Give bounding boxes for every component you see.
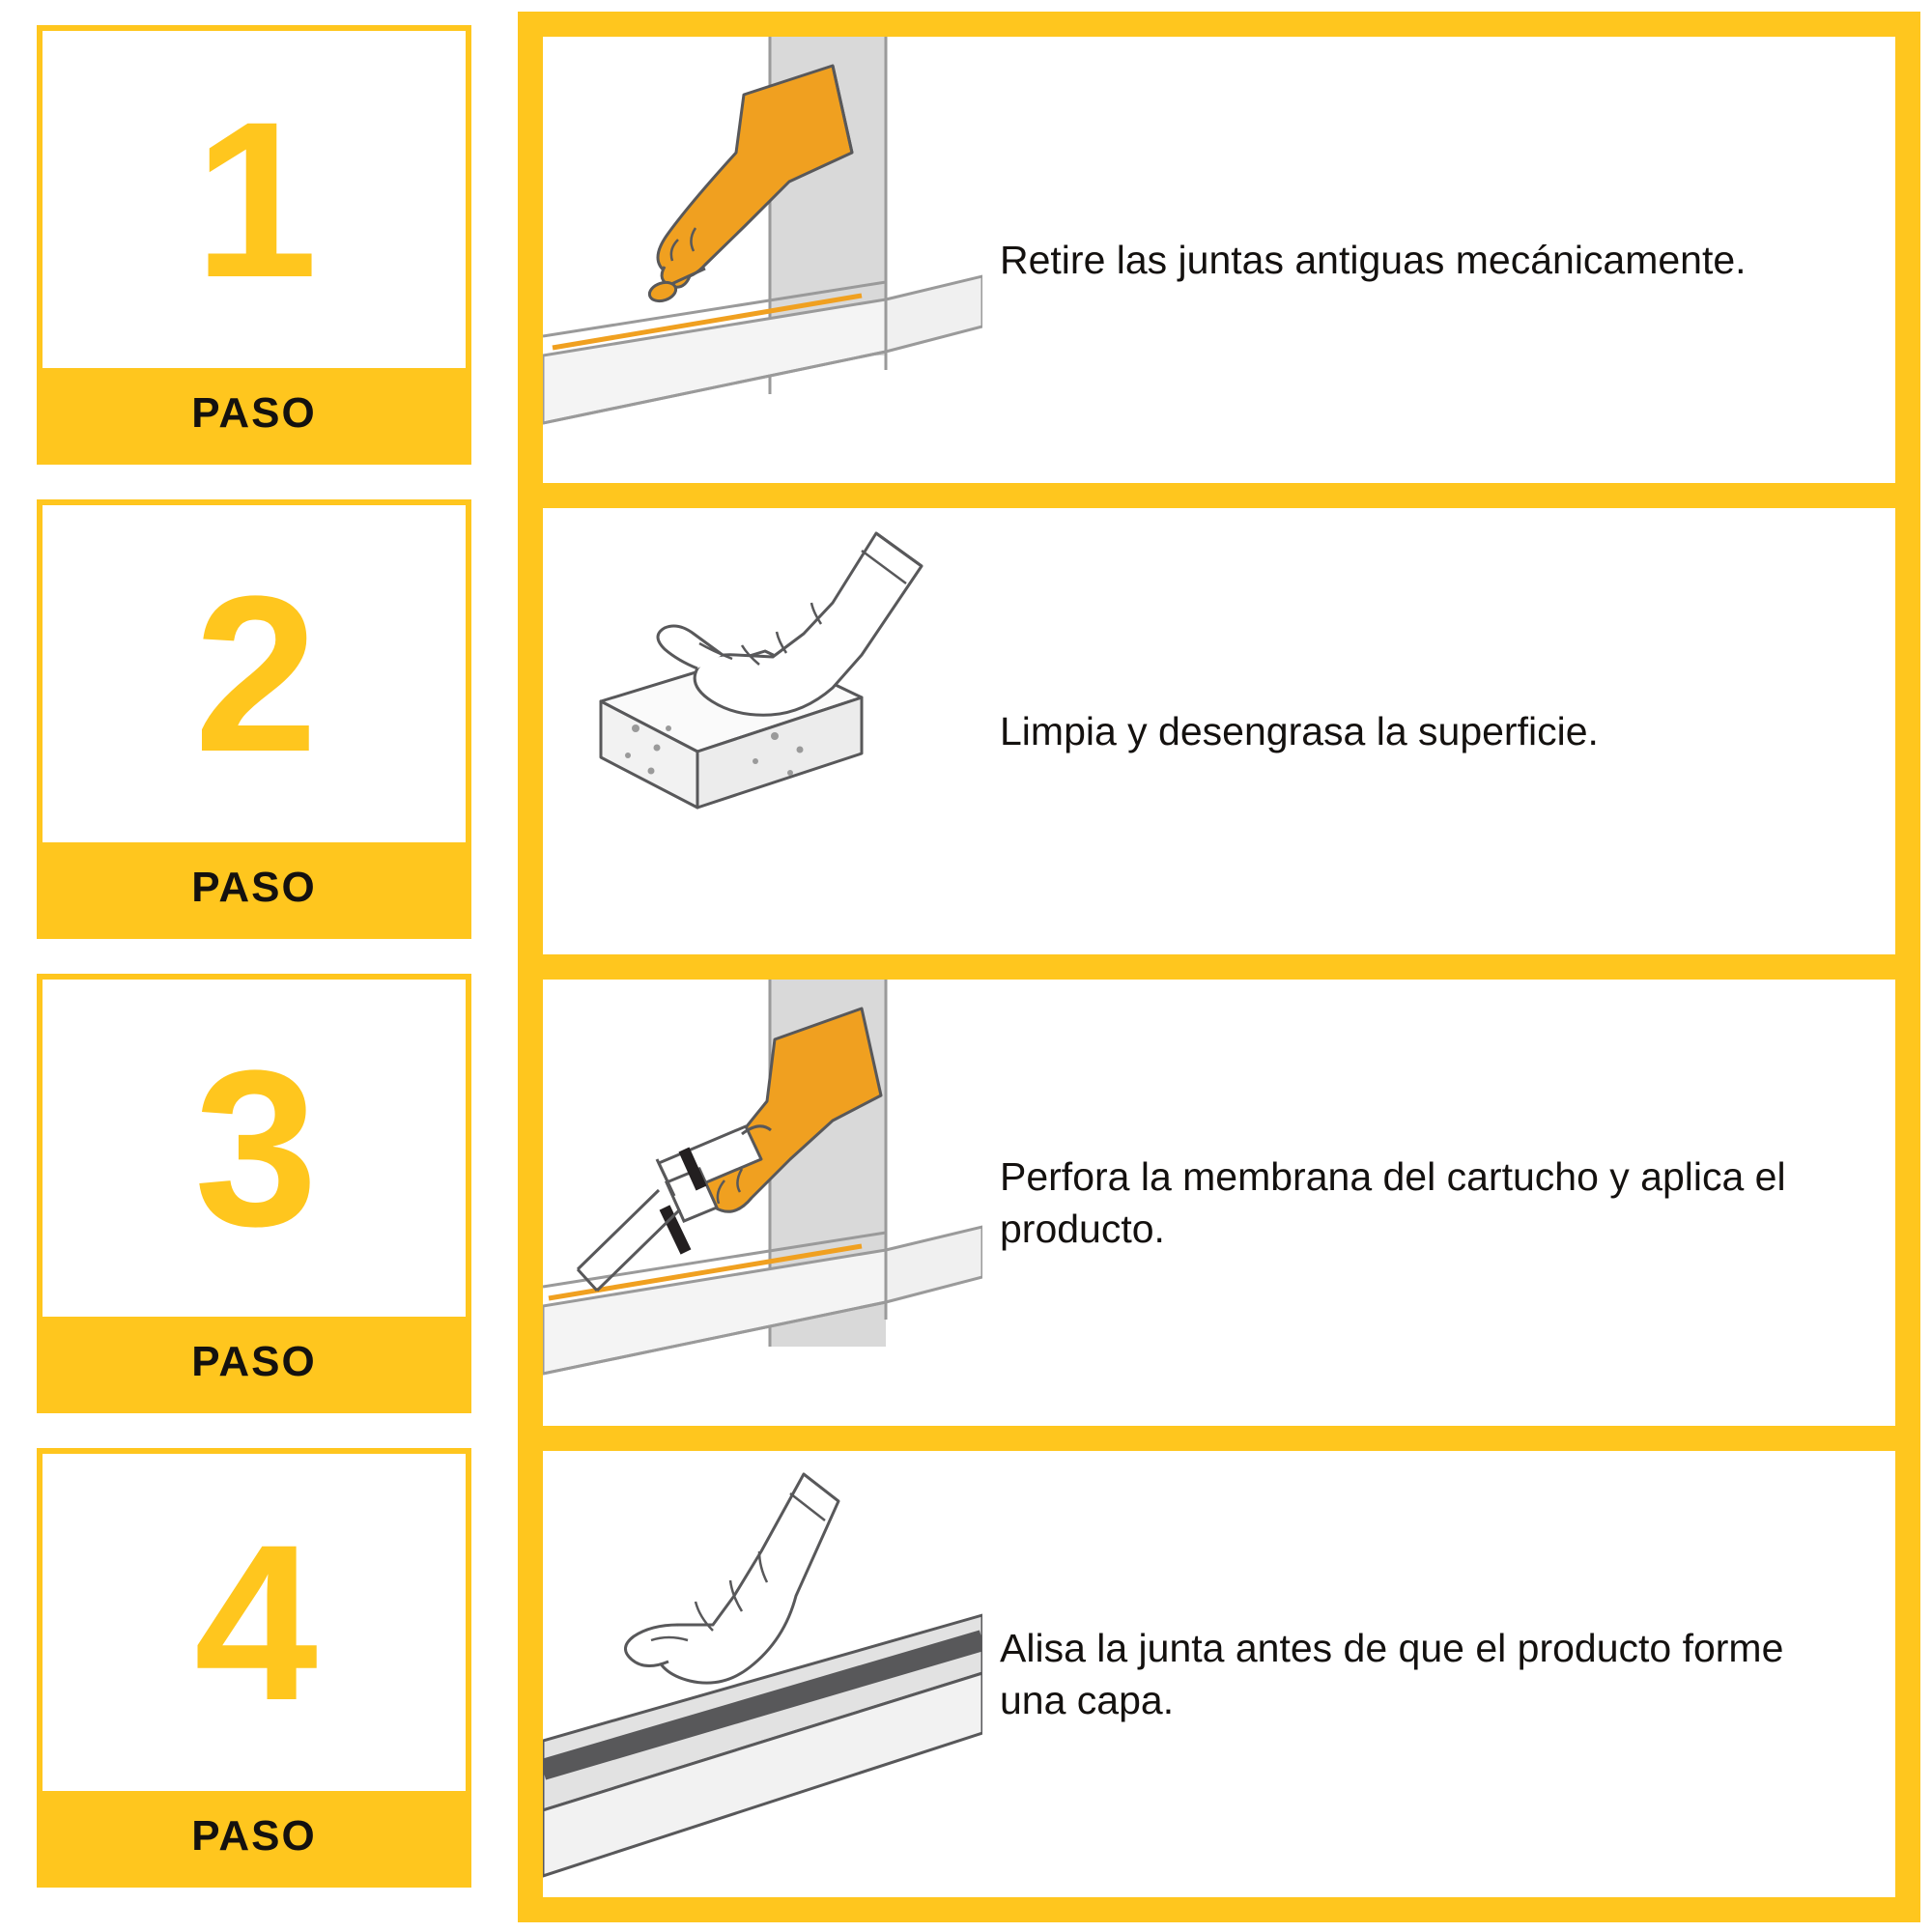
instruction-row-3 <box>543 980 1895 1426</box>
illustration-2 <box>543 508 982 954</box>
instruction-label-3: Perfora la membrana del cartucho y aplica el producto. <box>1000 1153 1786 1251</box>
step-label-4: PASO <box>43 1791 466 1882</box>
instruction-text-1 <box>982 37 1895 483</box>
instruction-label-4: Alisa la junta antes de que el producto forme una capa. <box>1000 1625 1784 1722</box>
caulking-gun-applying-icon <box>543 980 982 1424</box>
step-badge-3 <box>37 974 471 1413</box>
step-number-1: 1 <box>194 74 314 324</box>
steps-column <box>37 25 471 1909</box>
step-badge-2 <box>37 499 471 939</box>
instruction-row-2 <box>543 508 1895 954</box>
step-label-1: PASO <box>43 368 466 459</box>
step-number-3: 3 <box>194 1023 314 1272</box>
instruction-label-2: Limpia y desengrasa la superficie. <box>1000 708 1599 753</box>
hand-removing-old-joint-icon <box>543 37 982 481</box>
illustration-3 <box>543 980 982 1426</box>
instructions-panel <box>518 12 1920 1922</box>
illustration-1 <box>543 37 982 483</box>
instruction-row-4 <box>543 1451 1895 1897</box>
instruction-text-4 <box>982 1451 1895 1897</box>
step-label-3: PASO <box>43 1317 466 1407</box>
step-badge-4 <box>37 1448 471 1888</box>
step-badge-1 <box>37 25 471 465</box>
instruction-text-2 <box>982 508 1895 954</box>
step-number-2: 2 <box>194 549 314 798</box>
illustration-4 <box>543 1451 982 1897</box>
instruction-row-1 <box>543 37 1895 483</box>
step-label-2: PASO <box>43 842 466 933</box>
step-number-4: 4 <box>194 1497 314 1747</box>
instruction-label-1: Retire las juntas antiguas mecánicamente. <box>1000 237 1747 282</box>
gloved-hand-smoothing-joint-icon <box>543 1451 982 1895</box>
instruction-text-3 <box>982 980 1895 1426</box>
gloved-hand-cleaning-sponge-icon <box>543 508 982 952</box>
